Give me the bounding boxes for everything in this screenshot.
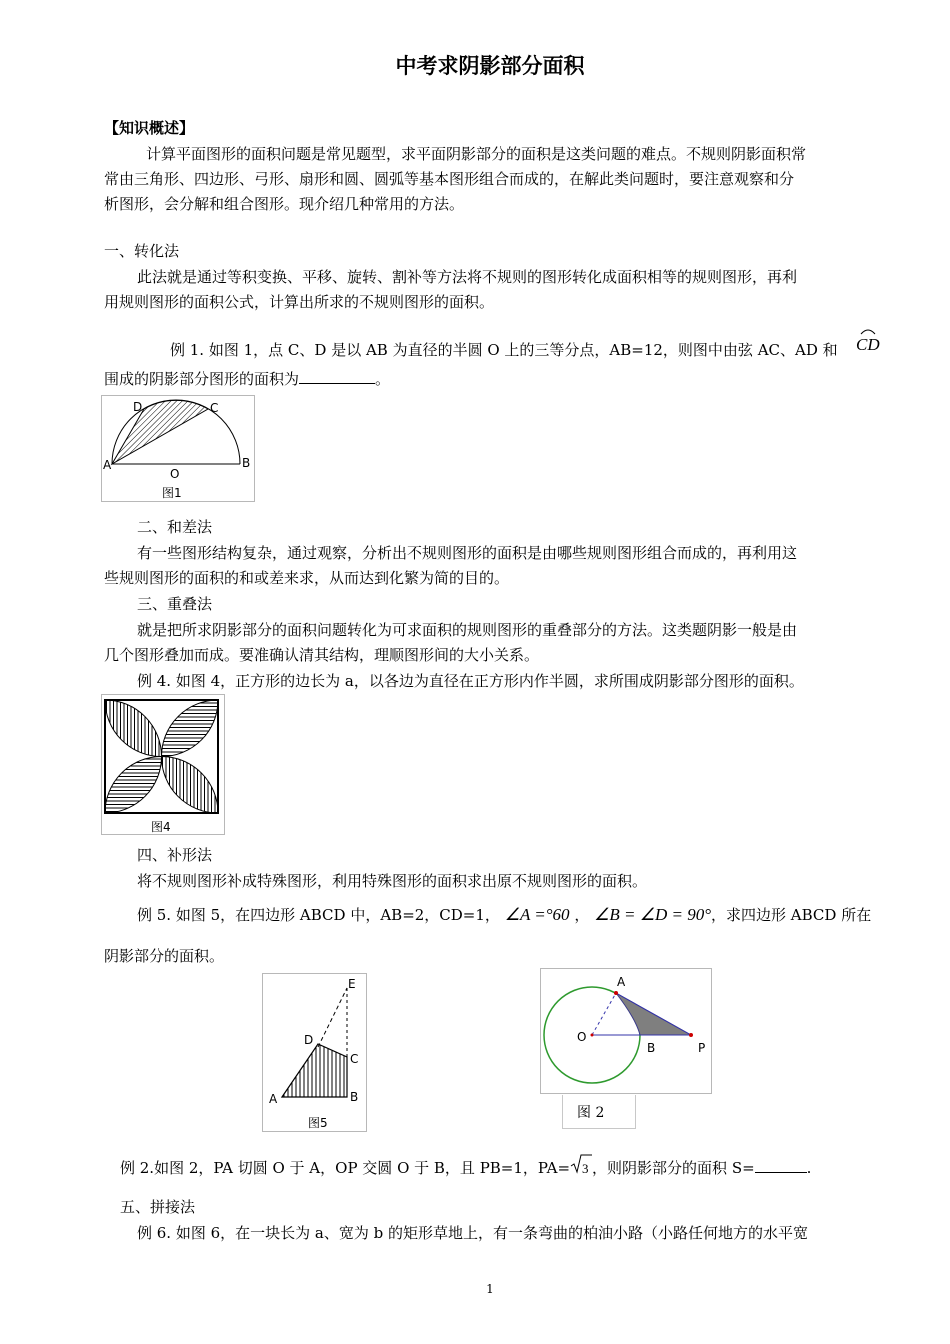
section-2-line-2: 些规则图形的面积的和或差来求，从而达到化繁为简的目的。 xyxy=(104,569,510,587)
fig5-label-d: D xyxy=(304,1033,314,1047)
example-5-text-a: 例 5. 如图 5，在四边形 ABCD 中，AB=2，CD=1， xyxy=(137,906,500,924)
fig5-label-b: B xyxy=(350,1090,359,1104)
example-1-line-2 xyxy=(104,366,390,392)
shaded-quadrilateral xyxy=(282,1044,347,1097)
example-2-text: 例 2.如图 2，PA 切圆 O 于 A，OP 交圆 O 于 B，且 PB=1，PA= xyxy=(120,1159,571,1177)
figure-2-caption-box xyxy=(562,1095,636,1129)
example-5-sep: ， xyxy=(574,906,590,924)
overview-line-2: 常由三角形、四边形、弓形、扇形和圆、圆弧等基本图形组合而成的，在解此类问题时，要注意观察和分 xyxy=(104,170,795,188)
point-p xyxy=(689,1033,693,1037)
section-3-heading: 三、重叠法 xyxy=(137,595,213,613)
figure-1 xyxy=(101,395,255,502)
fig2-label-a: A xyxy=(617,975,626,989)
point-o xyxy=(591,1034,594,1037)
example-5-math-angles: ∠B = ∠D = 90° xyxy=(594,905,712,924)
section-2-heading: 二、和差法 xyxy=(137,518,213,536)
example-5-math-angle-a: ∠A =°60 xyxy=(504,905,570,924)
fig2-label-b: B xyxy=(647,1041,656,1055)
fig1-label-a: A xyxy=(103,458,112,472)
section-1-line-1: 此法就是通过等积变换、平移、旋转、割补等方法将不规则的图形转化成面积相等的规则图形，再利 xyxy=(137,268,798,286)
section-3-line-2: 几个图形叠加而成。要准确认清其结构，理顺图形间的大小关系。 xyxy=(104,646,540,664)
section-3-line-1: 就是把所求阴影部分的面积问题转化为可求面积的规则图形的重叠部分的方法。这类题阴影一般是由 xyxy=(137,621,798,639)
shaded-region xyxy=(112,400,208,464)
example-5-line-2: 阴影部分的面积。 xyxy=(104,947,225,965)
figure-4 xyxy=(101,694,225,835)
figure-5 xyxy=(262,973,367,1132)
example-5-line-1 xyxy=(137,902,871,928)
answer-blank-1[interactable] xyxy=(299,369,375,384)
example-2-end: . xyxy=(806,1159,812,1177)
fig5-label-e: E xyxy=(348,977,356,991)
example-6: 例 6. 如图 6，在一块长为 a、宽为 b 的矩形草地上，有一条弯曲的柏油小路（小路任何地方的水平宽 xyxy=(137,1224,809,1242)
fig2-label-o: O xyxy=(577,1030,587,1044)
section-5-heading: 五、拼接法 xyxy=(120,1198,196,1216)
page-number: 1 xyxy=(486,1282,494,1296)
fig5-caption: 图5 xyxy=(308,1116,328,1130)
example-2-after: ，则阴影部分的面积 S= xyxy=(592,1159,755,1177)
example-5-text-b: ，求四边形 ABCD 所在 xyxy=(711,906,872,924)
page-title: 中考求阴影部分面积 xyxy=(395,54,585,78)
fig5-label-c: C xyxy=(350,1052,359,1066)
overview-line-1: 计算平面图形的面积问题是常见题型，求平面阴影部分的面积是这类问题的难点。不规则阴影面积常 xyxy=(146,145,807,163)
example-4: 例 4. 如图 4，正方形的边长为 a，以各边为直径在正方形内作半圆，求所围成阴影部分图形的面积。 xyxy=(137,672,804,690)
section-1-heading: 一、转化法 xyxy=(104,242,180,260)
dashed-de xyxy=(318,988,347,1047)
example-1-text: 围成的阴影部分图形的面积为 xyxy=(104,370,300,388)
section-1-line-2: 用规则图形的面积公式，计算出所求的不规则图形的面积。 xyxy=(104,293,495,311)
dashed-oa xyxy=(592,993,616,1035)
sqrt-symbol xyxy=(570,1156,592,1176)
arc-cd-label: CD xyxy=(856,335,880,354)
example-1-line-1: 例 1. 如图 1，点 C、D 是以 AB 为直径的半圆 O 上的三等分点，AB=12，则图中由弦 AC、AD 和 xyxy=(170,341,838,359)
sqrt-radicand: 3 xyxy=(582,1161,589,1176)
fig4-caption: 图4 xyxy=(151,820,171,834)
arc-cd-symbol xyxy=(855,322,881,360)
fig2-label-p: P xyxy=(698,1041,706,1055)
figure-2 xyxy=(540,968,712,1094)
example-1-end: 。 xyxy=(375,370,391,388)
fig2-caption: 图 2 xyxy=(577,1105,605,1121)
example-2 xyxy=(120,1155,811,1181)
fig5-label-a: A xyxy=(269,1092,278,1106)
overview-line-3: 析图形，会分解和组合图形。现介绍几种常用的方法。 xyxy=(104,195,465,213)
answer-blank-2[interactable] xyxy=(755,1158,807,1173)
overview-heading: 【知识概述】 xyxy=(104,119,195,137)
point-a xyxy=(614,991,618,995)
section-2-line-1: 有一些图形结构复杂，通过观察，分析出不规则图形的面积是由哪些规则图形组合而成的，再利用这 xyxy=(137,544,798,562)
fig1-label-b: B xyxy=(242,456,251,470)
fig1-label-c: C xyxy=(210,401,219,415)
fig1-caption: 图1 xyxy=(162,486,182,500)
fig1-label-o: O xyxy=(170,467,180,481)
fig1-label-d: D xyxy=(133,400,143,414)
section-4-line: 将不规则图形补成特殊图形，利用特殊图形的面积求出原不规则图形的面积。 xyxy=(137,872,648,890)
section-4-heading: 四、补形法 xyxy=(137,846,213,864)
